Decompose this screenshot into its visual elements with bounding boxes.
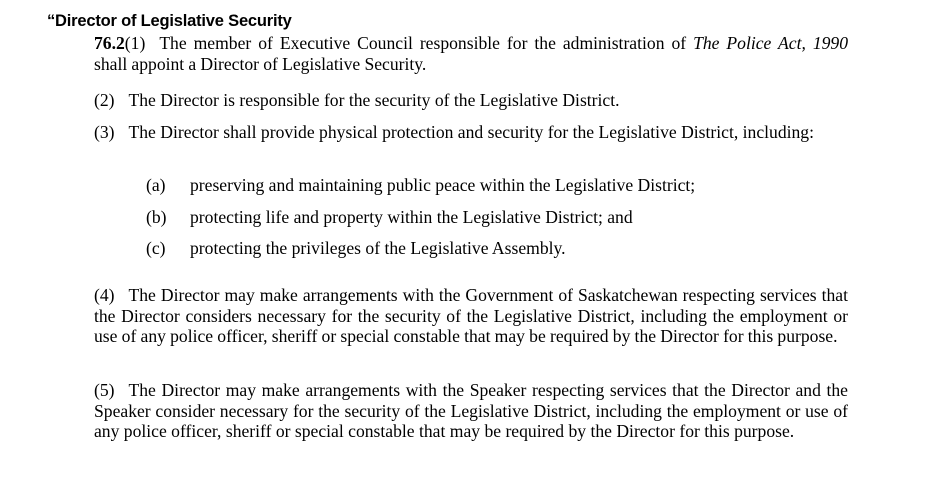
- clause-marker-1: (1): [124, 33, 146, 53]
- sub-clause-text-c: protecting the privileges of the Legislative Assembly.: [190, 238, 566, 259]
- sub-clause-item-b: [94, 207, 848, 228]
- cited-act-title: The Police Act, 1990: [693, 33, 849, 53]
- clause-marker-3: (3): [94, 122, 115, 142]
- clause-marker-5: (5): [94, 380, 115, 400]
- sub-clause-item-a: [94, 175, 848, 196]
- sub-clause-list: [94, 175, 848, 259]
- clause-paragraph-2: [94, 90, 848, 111]
- clause-text-3: The Director shall provide physical protection and security for the Legislative District, including:: [128, 122, 814, 142]
- sub-clause-text-b: protecting life and property within the Legislative District; and: [190, 206, 633, 227]
- clause-text-4: The Director may make arrangements with the Government of Saskatchewan respecting services that the Director considers necessary for the security of the Legislative District, including the employment or use of any police officer, sheriff or special constable that may be required by the Director for this purpose.: [94, 285, 848, 347]
- clause-paragraph-3: [94, 122, 848, 143]
- clause-paragraph-4: [94, 285, 848, 347]
- sub-clause-label-c: (c): [146, 238, 166, 259]
- sub-clause-item-c: [94, 238, 848, 259]
- clause-text-5: The Director may make arrangements with the Speaker respecting services that the Director and the Speaker consider necessary for the security of the Legislative District, including the employment or use of any police officer, sheriff or special constable that may be required by the Director for this purpose.: [94, 380, 848, 442]
- sub-clause-label-b: (b): [146, 206, 167, 227]
- clause-text-2: The Director is responsible for the security of the Legislative District.: [128, 90, 620, 110]
- clause-marker-2: (2): [94, 90, 115, 110]
- sub-clause-label-a: (a): [146, 175, 166, 195]
- clause-text-1-after: shall appoint a Director of Legislative Security.: [94, 53, 427, 74]
- clause-paragraph-1: [94, 33, 848, 74]
- section-number: 76.2: [94, 33, 125, 53]
- clause-marker-4: (4): [94, 285, 115, 305]
- page-title: “Director of Legislative Security: [47, 12, 292, 30]
- sub-clause-text-a: preserving and maintaining public peace within the Legislative District;: [190, 175, 696, 195]
- clause-paragraph-5: [94, 380, 848, 442]
- clause-text-1-before: The member of Executive Council responsible for the administration of: [159, 33, 694, 53]
